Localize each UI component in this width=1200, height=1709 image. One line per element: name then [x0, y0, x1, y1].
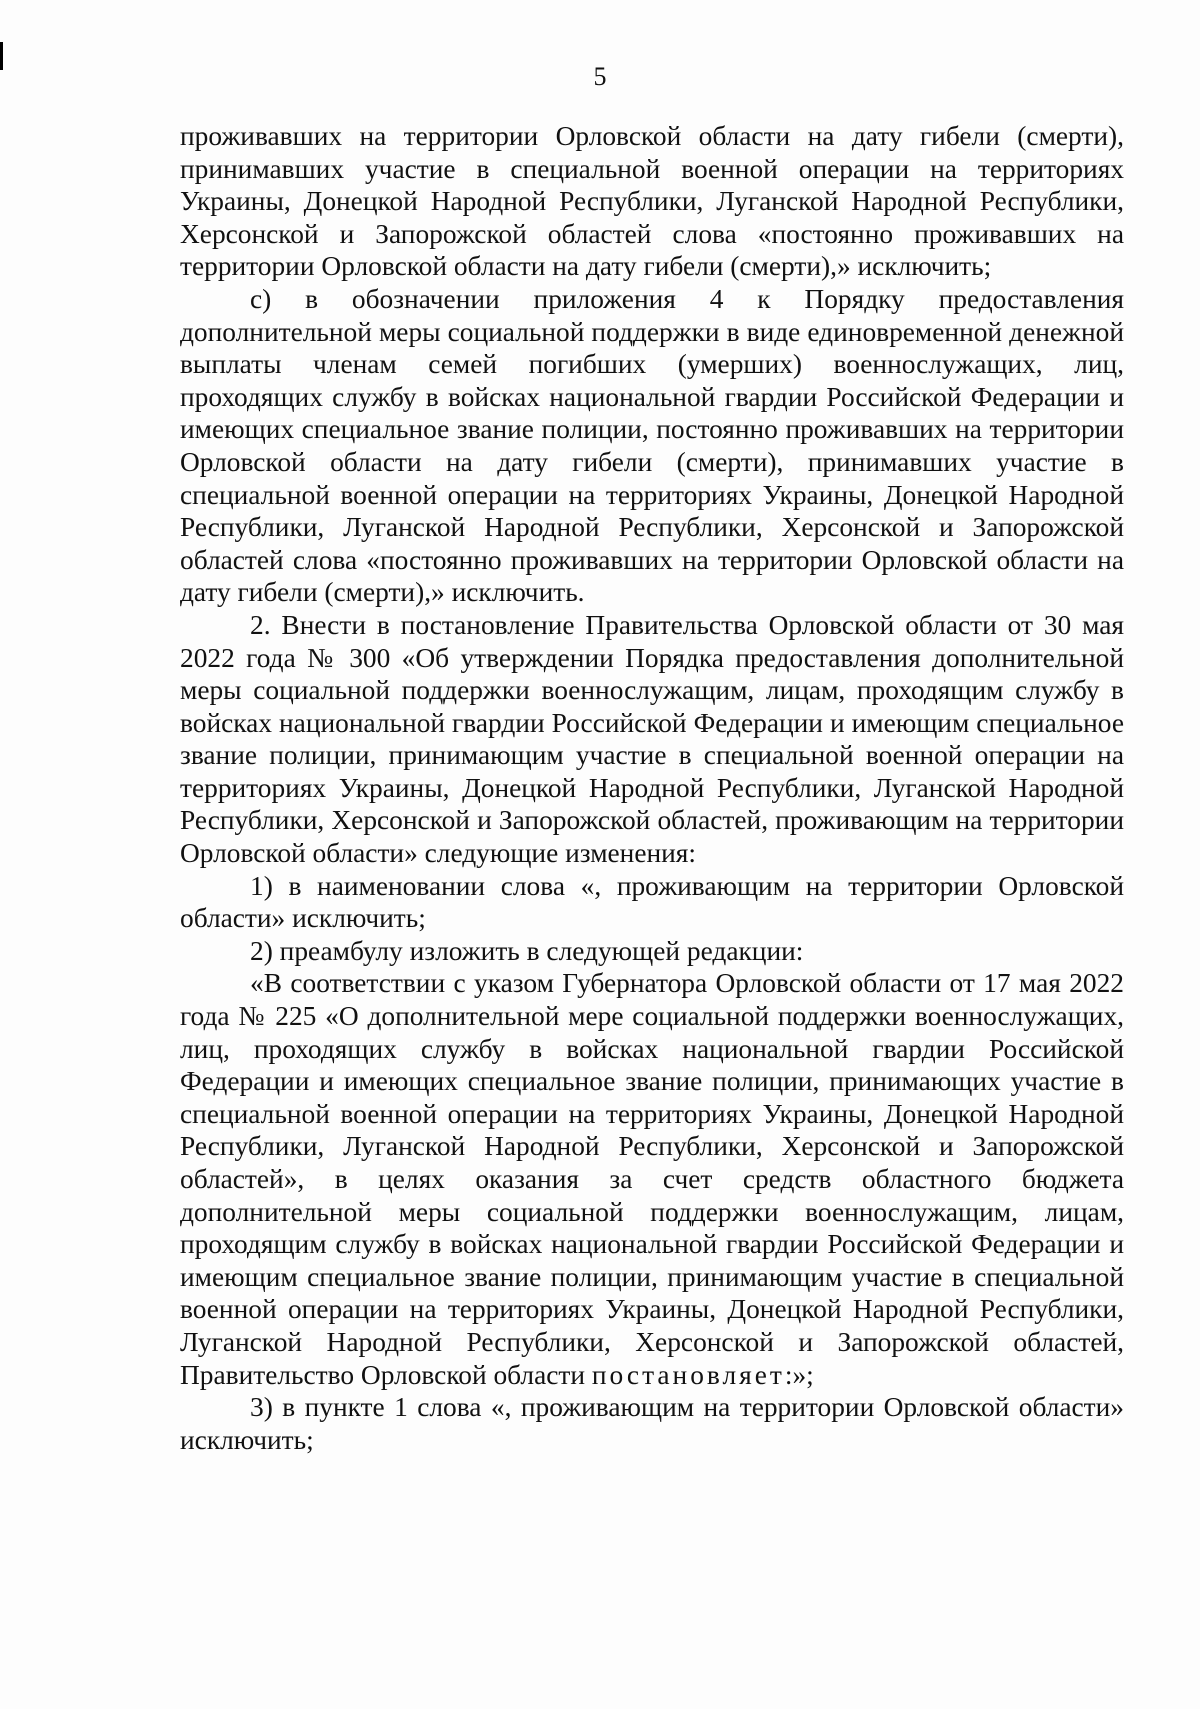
- paragraph-item-1: 1) в наименовании слова «, проживающим на территории Орловской области» исключить;: [180, 870, 1124, 934]
- preamble-spaced-word: постановляет: [591, 1359, 785, 1390]
- paragraph-continuation: проживавших на территории Орловской области на дату гибели (смерти), принимавших участие в специальной военной операции на территориях Украины, Донецкой Народной Республики, Луганской Народной Республики, Херсонской и Запорожской областей слова «постоянно проживавших на территории Орловской области на дату гибели (смерти),» исключить;: [180, 121, 1124, 282]
- paragraph-item-c: с) в обозначении приложения 4 к Порядку предоставления дополнительной меры социальной поддержки в виде единовременной денежной выплаты членам семей погибших (умерших) военнослужащих, лиц, проходящих службу в войсках национальной гвардии Российской Федерации и имеющих специальное звание полиции, постоянно проживавших на территории Орловской области на дату гибели (смерти), принимавших участие в специальной военной операции на территориях Украины, Донецкой Народной Республики, Луганской Народной Республики, Херсонской и Запорожской областей слова «постоянно проживавших на территории Орловской области на дату гибели (смерти),» исключить.: [180, 283, 1124, 608]
- document-body: [180, 120, 1124, 1456]
- paragraph-section-2: 2. Внести в постановление Правительства Орловской области от 30 мая 2022 года № 300 «Об утверждении Порядка предоставления дополнительной меры социальной поддержки военнослужащим, лицам, проходящим службу в войсках национальной гвардии Российской Федерации и имеющим специальное звание полиции, принимающим участие в специальной военной операции на территориях Украины, Донецкой Народной Республики, Луганской Народной Республики, Херсонской и Запорожской областей, проживающим на территории Орловской области» следующие изменения:: [180, 609, 1124, 869]
- paragraph-item-2: 2) преамбулу изложить в следующей редакции:: [250, 935, 804, 966]
- preamble-tail: :»;: [784, 1359, 814, 1390]
- paragraph-preamble: [180, 967, 1124, 1391]
- preamble-text: «В соответствии с указом Губернатора Орловской области от 17 мая 2022 года № 225 «О дополнительной мере социальной поддержки военнослужащих, лиц, проходящих службу в войсках национальной гвардии Российской Федерации и имеющих специальное звание полиции, принимающих участие в специальной военной операции на территориях Украины, Донецкой Народной Республики, Луганской Народной Республики, Херсонской и Запорожской областей», в целях оказания за счет средств областного бюджета дополнительной меры социальной поддержки военнослужащим, лицам, проходящим службу в войсках национальной гвардии Российской Федерации и имеющим специальное звание полиции, принимающим участие в специальной военной операции на территориях Украины, Донецкой Народной Республики, Луганской Народной Республики, Херсонской и Запорожской областей, Правительство Орловской области: [180, 968, 1124, 1390]
- paragraph-item-3: 3) в пункте 1 слова «, проживающим на территории Орловской области» исключить;: [180, 1392, 1124, 1455]
- page-number: 5: [593, 62, 607, 91]
